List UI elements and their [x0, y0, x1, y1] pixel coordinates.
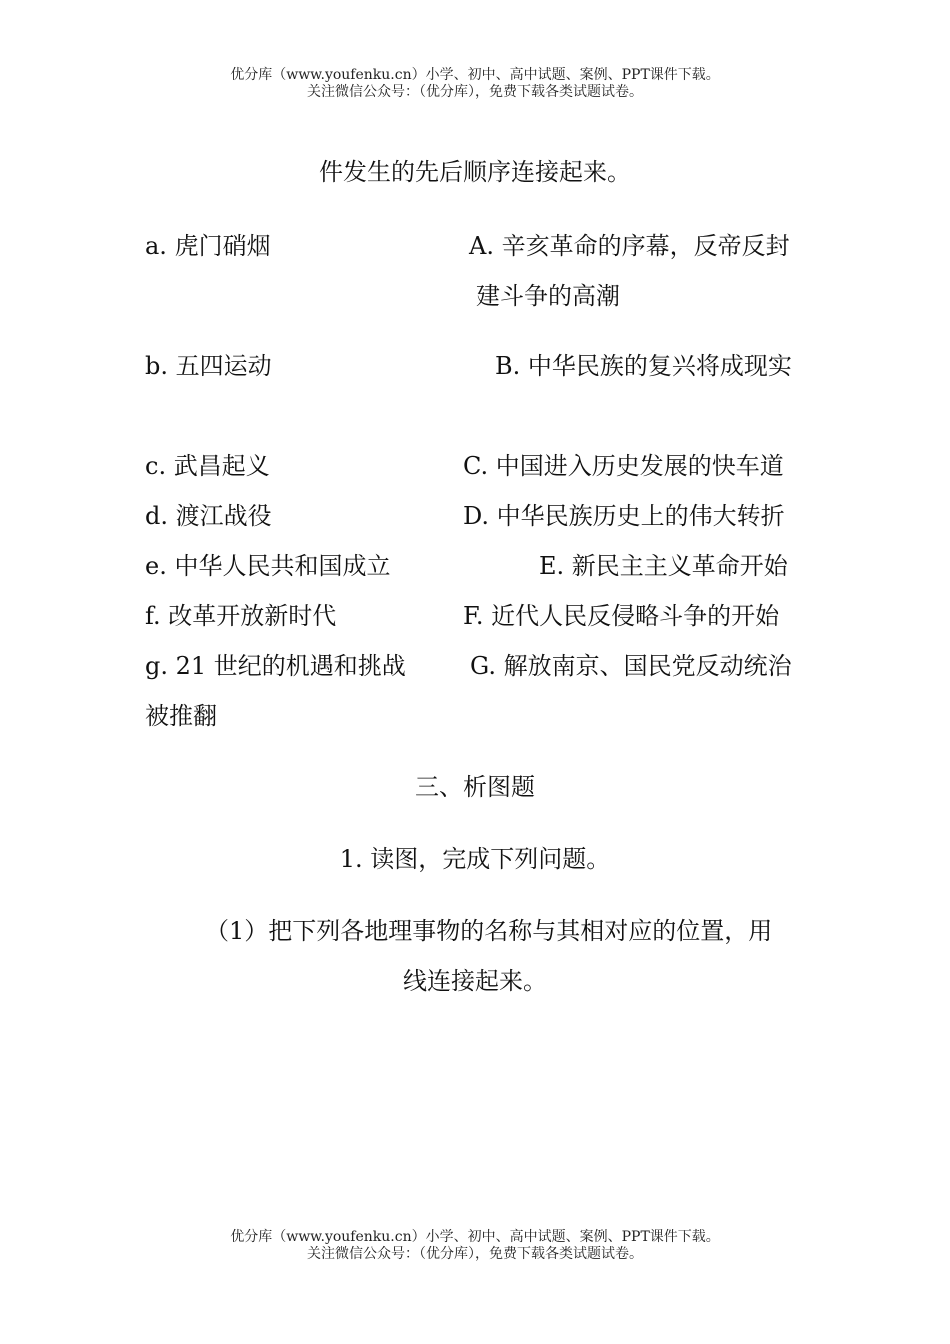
left-item-g: g. 21 世纪的机遇和挑战 — [145, 652, 406, 680]
footer-line-1: 优分库（www.youfenku.cn）小学、初中、高中试题、案例、PPT课件下载。 — [230, 1229, 720, 1245]
right-item-g: G. 解放南京、国民党反动统治 — [470, 652, 792, 680]
right-item-a-wrap: 建斗争的高潮 — [476, 282, 620, 310]
left-item-f: f. 改革开放新时代 — [145, 602, 337, 630]
section-title: 三、析图题 — [415, 773, 535, 801]
right-item-c: C. 中国进入历史发展的快车道 — [463, 452, 784, 480]
page-footer — [0, 1229, 950, 1263]
left-item-d: d. 渡江战役 — [145, 502, 272, 530]
footer-line-2: 关注微信公众号：（优分库），免费下载各类试题试卷。 — [307, 1246, 643, 1262]
right-item-e: E. 新民主主义革命开始 — [539, 552, 788, 580]
left-item-e: e. 中华人民共和国成立 — [145, 552, 391, 580]
left-item-b: b. 五四运动 — [145, 352, 272, 380]
header-line-1: 优分库（www.youfenku.cn）小学、初中、高中试题、案例、PPT课件下载。 — [230, 67, 720, 83]
right-item-b: B. 中华民族的复兴将成现实 — [495, 352, 792, 380]
left-item-c: c. 武昌起义 — [145, 452, 270, 480]
left-item-a: a. 虎门硝烟 — [145, 232, 271, 260]
right-item-d: D. 中华民族历史上的伟大转折 — [463, 502, 785, 530]
right-item-a: A. 辛亥革命的序幕，反帝反封 — [469, 232, 790, 260]
page-header — [0, 67, 950, 101]
header-line-2: 关注微信公众号：（优分库），免费下载各类试题试卷。 — [307, 84, 643, 100]
question-1-1-wrap: 线连接起来。 — [403, 967, 547, 995]
left-item-g-wrap: 被推翻 — [145, 702, 217, 730]
question-1: 1. 读图，完成下列问题。 — [339, 845, 611, 873]
intro-line: 件发生的先后顺序连接起来。 — [319, 158, 631, 186]
question-1-1: （1）把下列各地理事物的名称与其相对应的位置，用 — [205, 917, 773, 945]
right-item-f: F. 近代人民反侵略斗争的开始 — [463, 602, 780, 630]
